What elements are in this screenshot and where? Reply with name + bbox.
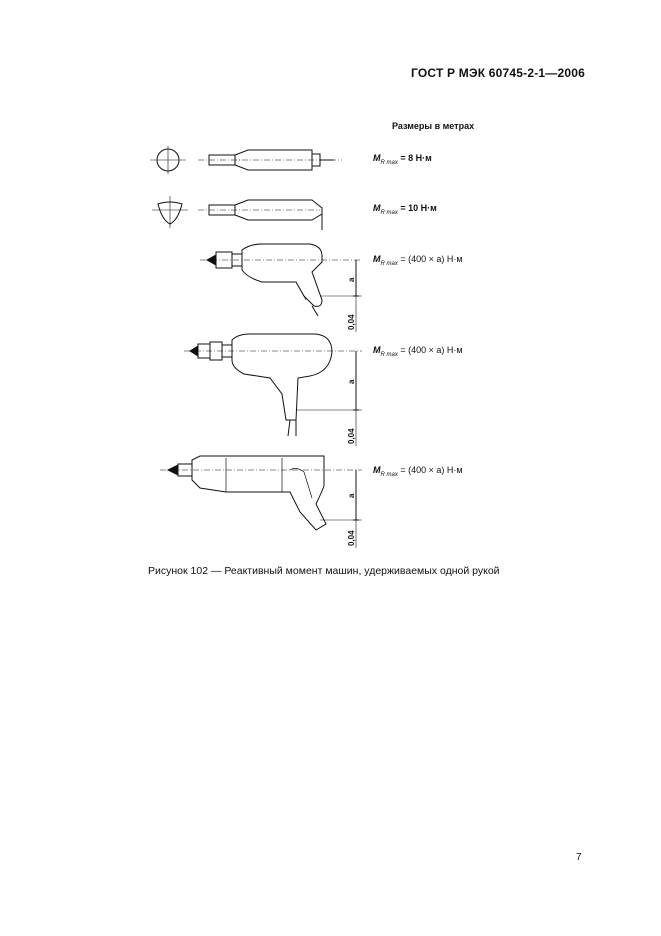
- torque-formula: $M_{R max} = (400 \times a)$ Н·м: [373, 254, 463, 267]
- dim-a-label: a: [347, 277, 356, 282]
- torque-formula: $M_{R max} = (400 \times a)$ Н·м: [373, 345, 463, 358]
- tool-small-drill: [200, 244, 362, 316]
- dim-offset-label: 0,04: [347, 314, 356, 330]
- units-note: Размеры в метрах: [392, 121, 475, 131]
- torque-formula: $M_{R max} = (400 \times a)$ Н·м: [373, 465, 463, 478]
- tool-straight-round: [150, 146, 342, 174]
- tool-pistol-drill: [160, 456, 362, 530]
- torque-formula: $M_{R max} = 8$ Н·м: [373, 153, 432, 166]
- dim-offset-label: 0,04: [347, 428, 356, 444]
- dim-offset-label: 0,04: [347, 530, 356, 546]
- page-number: 7: [576, 852, 582, 863]
- torque-formula: $M_{R max} = 10$ Н·м: [373, 203, 437, 216]
- tool-angled-triangle: [152, 196, 322, 230]
- figure-caption: Рисунок 102 — Реактивный момент машин, удерживаемых одной рукой: [148, 565, 500, 577]
- dim-a-label: a: [347, 379, 356, 384]
- dim-a-label: a: [347, 493, 356, 498]
- tool-large-drill: [184, 334, 362, 436]
- page-header: ГОСТ Р МЭК 60745-2-1—2006: [411, 66, 585, 80]
